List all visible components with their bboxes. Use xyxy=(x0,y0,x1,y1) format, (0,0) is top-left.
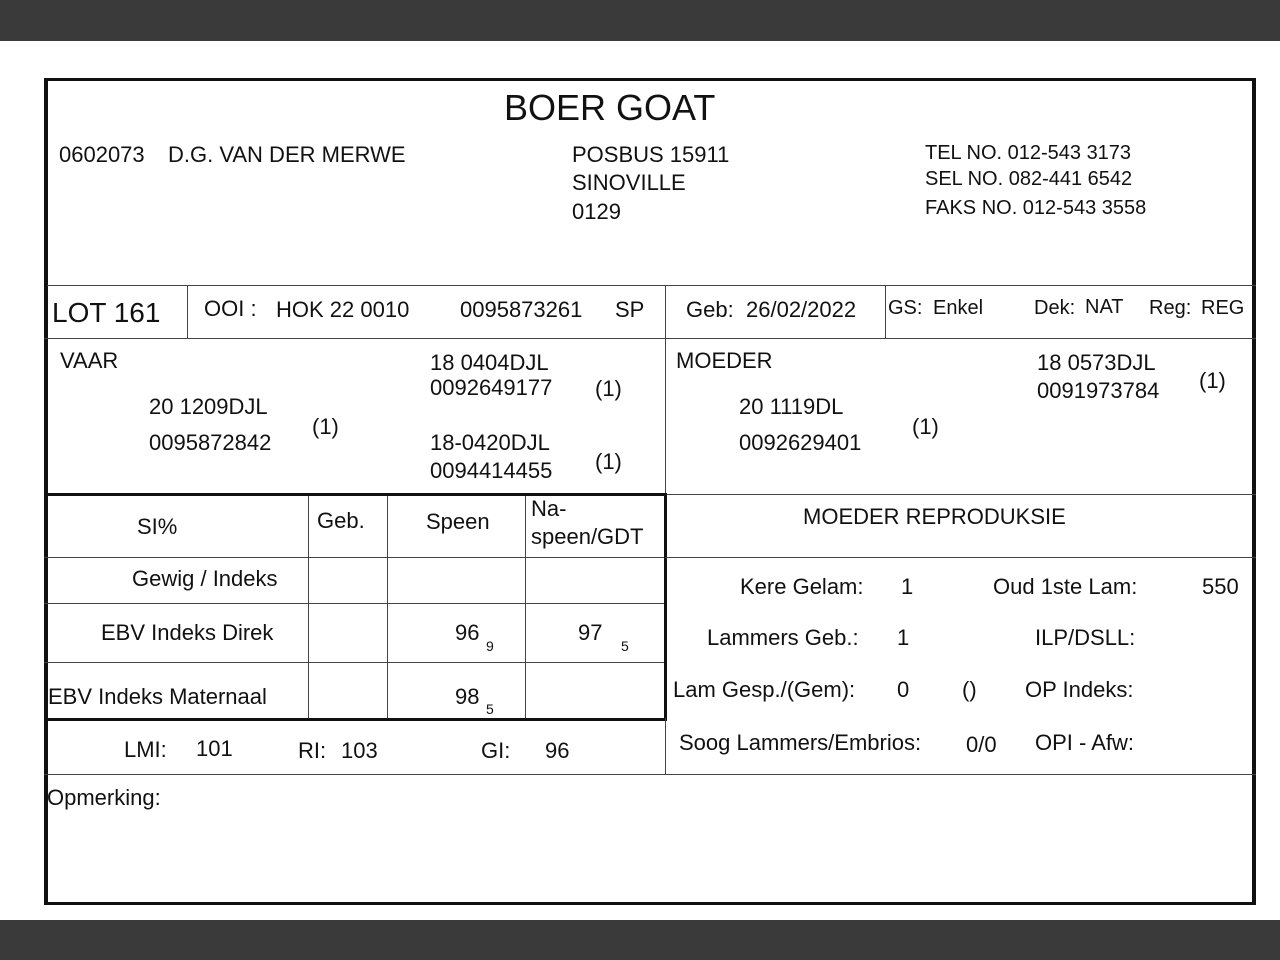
address-line-3: 0129 xyxy=(572,199,621,224)
card-title: BOER GOAT xyxy=(504,87,716,128)
lam-gesp-value: 0 xyxy=(897,677,910,702)
reg-label: Reg: xyxy=(1149,297,1192,319)
paternal-granddam-note: (1) xyxy=(595,449,622,474)
lam-gesp-average: () xyxy=(962,677,977,702)
sire-number: 0095872842 xyxy=(149,430,272,455)
soog-lammers-label: Soog Lammers/Embrios: xyxy=(679,730,922,755)
perf-table-bottom-border xyxy=(44,718,667,721)
perf-col-divider xyxy=(387,496,388,718)
naspeen-header-line1: Na- xyxy=(531,496,567,521)
geb-label: Geb: xyxy=(686,297,734,322)
dam-number: 0092629401 xyxy=(739,430,862,455)
lot-row-left-border xyxy=(44,285,47,337)
si-header: SI% xyxy=(137,514,178,539)
oud-1ste-lam-label: Oud 1ste Lam: xyxy=(993,574,1138,599)
registration-number: 0095873261 xyxy=(460,297,583,322)
perf-col-divider xyxy=(525,496,526,718)
ebv-direk-row-label: EBV Indeks Direk xyxy=(101,620,274,645)
breeder-number: 0602073 xyxy=(59,142,145,167)
direk-speen-value: 96 xyxy=(455,620,480,645)
pedigree-divider xyxy=(665,338,666,494)
dam-id: 20 1119DL xyxy=(739,394,844,419)
grandsire-id: 18 0404DJL xyxy=(430,350,549,375)
oud-1ste-lam-value: 550 xyxy=(1202,574,1239,599)
gs-value: Enkel xyxy=(933,297,984,319)
gs-label: GS: xyxy=(888,297,923,319)
tel-number: TEL NO. 012-543 3173 xyxy=(925,142,1132,164)
speen-header: Speen xyxy=(426,509,490,534)
reg-value: REG xyxy=(1201,297,1245,319)
lot-number: LOT 161 xyxy=(52,297,161,328)
vaar-label: VAAR xyxy=(60,348,119,373)
perf-row-divider xyxy=(44,662,664,663)
geb-header: Geb. xyxy=(317,508,365,533)
sel-number: SEL NO. 082-441 6542 xyxy=(925,168,1133,190)
perf-row-divider xyxy=(44,603,664,604)
opi-afw-label: OPI - Afw: xyxy=(1035,730,1135,755)
divider xyxy=(665,718,666,774)
breeder-name: D.G. VAN DER MERWE xyxy=(168,142,406,167)
maternal-granddam-note: (1) xyxy=(1199,368,1226,393)
lmi-value: 101 xyxy=(196,736,233,761)
direk-naspeen-subscript: 5 xyxy=(621,638,629,654)
paternal-granddam-id: 18-0420DJL xyxy=(430,430,550,455)
dam-note: (1) xyxy=(912,414,939,439)
grandsire-number: 0092649177 xyxy=(430,375,553,400)
kere-gelam-value: 1 xyxy=(901,574,914,599)
perf-col-divider xyxy=(308,496,309,718)
dek-value: NAT xyxy=(1085,296,1124,318)
faks-number: FAKS NO. 012-543 3558 xyxy=(925,197,1147,219)
pedigree-bottom-line xyxy=(665,494,1256,495)
divider xyxy=(665,286,666,338)
paternal-granddam-number: 0094414455 xyxy=(430,458,553,483)
perf-table-top-border xyxy=(44,493,667,496)
repro-title: MOEDER REPRODUKSIE xyxy=(803,504,1066,529)
maternal-granddam-id: 18 0573DJL xyxy=(1037,350,1156,375)
maternaal-speen-subscript: 5 xyxy=(486,701,494,717)
lmi-label: LMI: xyxy=(124,737,167,762)
perf-row-divider xyxy=(44,557,664,558)
lammers-geb-value: 1 xyxy=(897,625,910,650)
sire-note: (1) xyxy=(312,414,339,439)
perf-table-right-border xyxy=(664,493,667,721)
sire-id: 20 1209DJL xyxy=(149,394,268,419)
sp-code: SP xyxy=(615,297,645,322)
ebv-maternaal-row-label: EBV Indeks Maternaal xyxy=(48,684,267,709)
top-bar xyxy=(0,0,1280,41)
divider xyxy=(187,286,188,338)
lammers-geb-label: Lammers Geb.: xyxy=(707,625,859,650)
gi-value: 96 xyxy=(545,738,570,763)
divider xyxy=(885,286,886,338)
lam-gesp-label: Lam Gesp./(Gem): xyxy=(673,677,856,702)
ri-value: 103 xyxy=(341,738,378,763)
ilp-dsll-label: ILP/DSLL: xyxy=(1035,625,1136,650)
lot-row-top-line xyxy=(44,285,1256,286)
ri-label: RI: xyxy=(298,738,327,763)
soog-lammers-value: 0/0 xyxy=(966,732,997,757)
kere-gelam-label: Kere Gelam: xyxy=(740,574,864,599)
moeder-label: MOEDER xyxy=(676,348,773,373)
direk-speen-subscript: 9 xyxy=(486,638,494,654)
direk-naspeen-value: 97 xyxy=(578,620,603,645)
bottom-bar xyxy=(0,920,1280,960)
ooi-value: HOK 22 0010 xyxy=(276,297,410,322)
remarks-top-line xyxy=(44,774,1256,775)
birth-date: 26/02/2022 xyxy=(746,297,857,322)
grandsire-note: (1) xyxy=(595,376,622,401)
dek-label: Dek: xyxy=(1034,297,1076,319)
lot-row-bottom-line xyxy=(44,338,1256,339)
remarks-label: Opmerking: xyxy=(47,785,161,810)
gewig-row-label: Gewig / Indeks xyxy=(132,566,278,591)
repro-header-line xyxy=(665,557,1256,558)
maternaal-speen-value: 98 xyxy=(455,684,480,709)
gi-label: GI: xyxy=(481,738,511,763)
ooi-label: OOI : xyxy=(204,296,257,321)
naspeen-header-line2: speen/GDT xyxy=(531,524,644,549)
maternal-granddam-number: 0091973784 xyxy=(1037,378,1160,403)
op-indeks-label: OP Indeks: xyxy=(1025,677,1134,702)
address-line-1: POSBUS 15911 xyxy=(572,142,730,167)
address-line-2: SINOVILLE xyxy=(572,170,686,195)
